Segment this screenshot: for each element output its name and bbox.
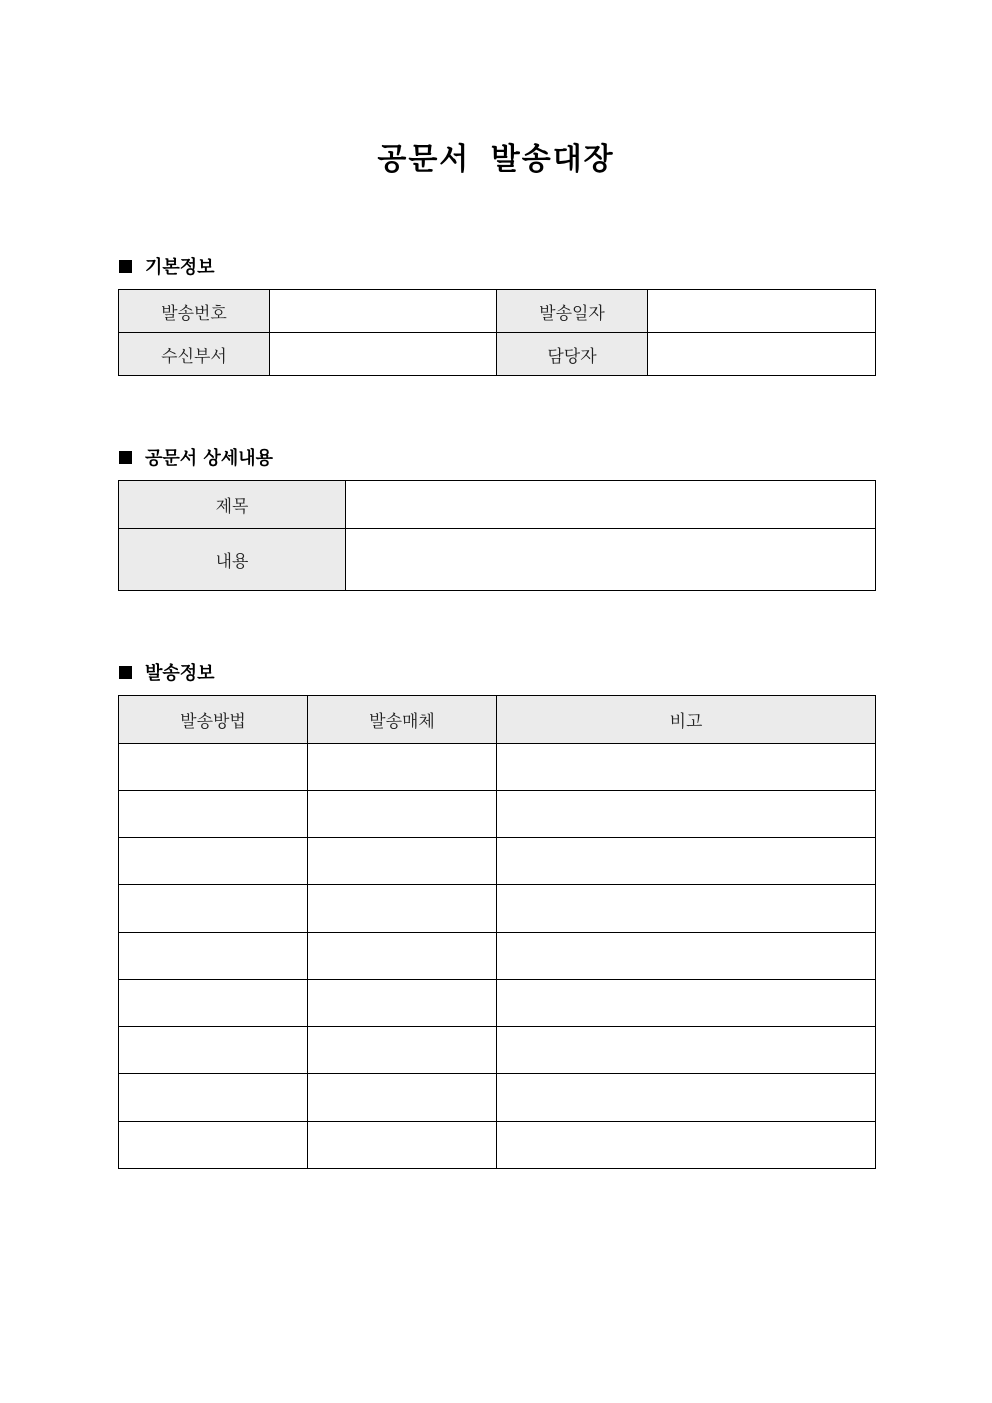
section-title: 기본정보 <box>145 257 215 278</box>
person-in-charge-field[interactable] <box>648 333 876 376</box>
section-heading-basic-info <box>119 253 215 279</box>
table-row <box>119 933 876 980</box>
label-subject: 제목 <box>119 481 346 529</box>
label-dispatch-number: 발송번호 <box>119 290 270 333</box>
table-row <box>119 333 876 376</box>
content-field[interactable] <box>346 529 876 591</box>
table-row <box>119 1074 876 1122</box>
remarks-cell[interactable] <box>497 744 876 791</box>
receiving-department-field[interactable] <box>270 333 497 376</box>
basic-info-table <box>118 289 876 376</box>
dispatch-method-cell[interactable] <box>119 1074 308 1122</box>
section-title: 발송정보 <box>145 663 215 684</box>
table-row <box>119 980 876 1027</box>
label-dispatch-date: 발송일자 <box>497 290 648 333</box>
dispatch-medium-cell[interactable] <box>308 791 497 838</box>
dispatch-method-cell[interactable] <box>119 1027 308 1074</box>
remarks-cell[interactable] <box>497 933 876 980</box>
table-row <box>119 791 876 838</box>
dispatch-info-table <box>118 695 876 1169</box>
table-row <box>119 838 876 885</box>
table-row <box>119 744 876 791</box>
dispatch-method-cell[interactable] <box>119 980 308 1027</box>
column-header-dispatch-method: 발송방법 <box>119 696 308 744</box>
dispatch-method-cell[interactable] <box>119 933 308 980</box>
remarks-cell[interactable] <box>497 1122 876 1169</box>
table-row <box>119 529 876 591</box>
dispatch-medium-cell[interactable] <box>308 1074 497 1122</box>
remarks-cell[interactable] <box>497 980 876 1027</box>
dispatch-number-field[interactable] <box>270 290 497 333</box>
dispatch-method-cell[interactable] <box>119 1122 308 1169</box>
square-bullet-icon <box>119 451 132 464</box>
table-header-row <box>119 696 876 744</box>
remarks-cell[interactable] <box>497 1074 876 1122</box>
document-details-table <box>118 480 876 591</box>
subject-field[interactable] <box>346 481 876 529</box>
dispatch-method-cell[interactable] <box>119 791 308 838</box>
label-receiving-department: 수신부서 <box>119 333 270 376</box>
remarks-cell[interactable] <box>497 838 876 885</box>
dispatch-medium-cell[interactable] <box>308 980 497 1027</box>
label-content: 내용 <box>119 529 346 591</box>
dispatch-medium-cell[interactable] <box>308 1122 497 1169</box>
table-row <box>119 481 876 529</box>
dispatch-method-cell[interactable] <box>119 885 308 933</box>
remarks-cell[interactable] <box>497 1027 876 1074</box>
column-header-remarks: 비고 <box>497 696 876 744</box>
remarks-cell[interactable] <box>497 885 876 933</box>
square-bullet-icon <box>119 666 132 679</box>
label-person-in-charge: 담당자 <box>497 333 648 376</box>
table-row <box>119 885 876 933</box>
square-bullet-icon <box>119 260 132 273</box>
document-title: 공문서 발송대장 <box>377 142 615 177</box>
section-title: 공문서 상세내용 <box>145 448 273 469</box>
table-row <box>119 1027 876 1074</box>
dispatch-medium-cell[interactable] <box>308 838 497 885</box>
dispatch-medium-cell[interactable] <box>308 744 497 791</box>
remarks-cell[interactable] <box>497 791 876 838</box>
section-heading-document-details <box>119 444 273 470</box>
dispatch-date-field[interactable] <box>648 290 876 333</box>
dispatch-method-cell[interactable] <box>119 838 308 885</box>
dispatch-medium-cell[interactable] <box>308 885 497 933</box>
dispatch-method-cell[interactable] <box>119 744 308 791</box>
dispatch-medium-cell[interactable] <box>308 933 497 980</box>
column-header-dispatch-medium: 발송매체 <box>308 696 497 744</box>
dispatch-medium-cell[interactable] <box>308 1027 497 1074</box>
section-heading-dispatch-info <box>119 659 215 685</box>
table-row <box>119 290 876 333</box>
table-row <box>119 1122 876 1169</box>
